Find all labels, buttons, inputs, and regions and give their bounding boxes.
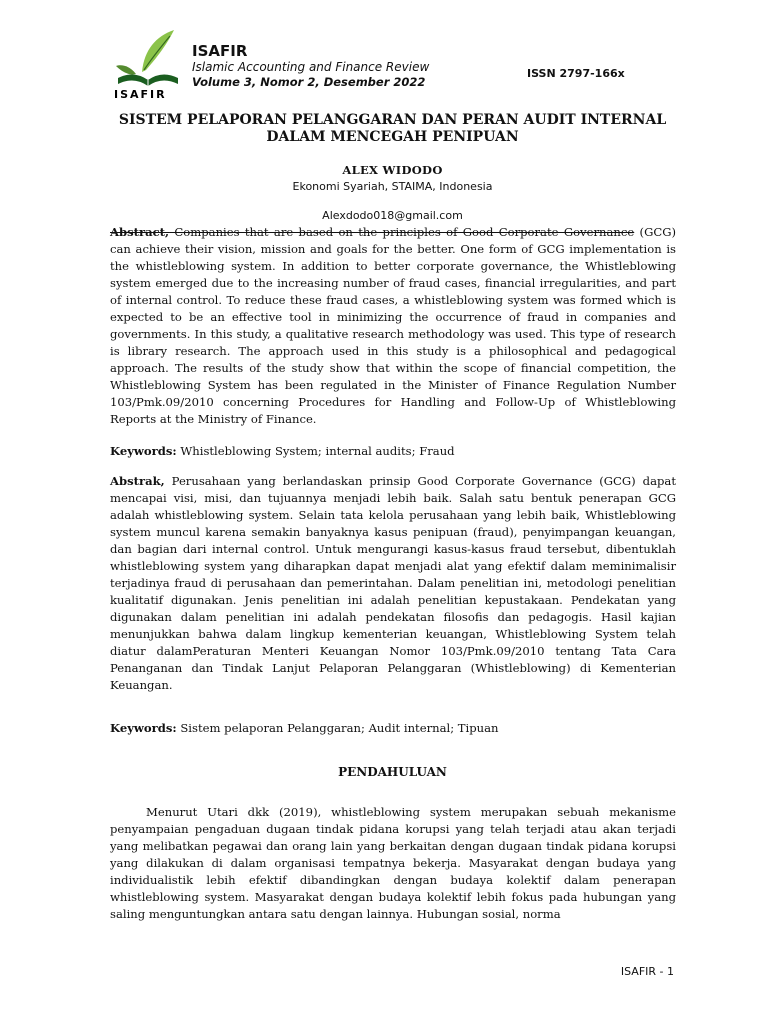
section-heading: PENDAHULUAN bbox=[338, 765, 447, 779]
keywords-id-lead: Keywords: bbox=[110, 721, 177, 735]
abstract-indonesian bbox=[110, 473, 676, 694]
page-footer: ISAFIR - 1 bbox=[620, 965, 674, 978]
journal-issn: ISSN 2797-166x bbox=[527, 67, 625, 80]
abstract-english bbox=[110, 224, 676, 428]
introduction-paragraph: Menurut Utari dkk (2019), whistleblowing system merupakan sebuah mekanisme penyampaian pengaduan dugaan tindak pidana korupsi yang telah terjadi atau akan terjadi yang melibatkan pegawai dan orang lain yang berkaitan dengan dugaan tindak pidana korupsi yang dilakukan di dalam organisasi tempatnya bekerja. Masyarakat dengan budaya yang individualistik lebih efektif dibandingkan dengan budaya kolektif dalam penerapan whistleblowing system. Masyarakat dengan budaya kolektif lebih fokus pada hubungan yang saling menguntungkan antara satu dengan lainnya. Hubungan sosial, norma bbox=[110, 805, 676, 921]
leaf-book-logo-icon bbox=[112, 28, 184, 88]
journal-logo bbox=[112, 28, 184, 101]
abstract-en-struck-text: Companies that are based on the principles of Good Corporate Governance bbox=[169, 225, 635, 239]
keywords-indonesian bbox=[110, 720, 676, 737]
abstract-en-lead: Abstract, bbox=[110, 225, 170, 239]
author-email[interactable]: Alexdodo018@gmail.com bbox=[322, 209, 463, 222]
abstract-id-lead: Abstrak, bbox=[110, 474, 165, 488]
article-title: SISTEM PELAPORAN PELANGGARAN DAN PERAN AUDIT INTERNAL DALAM MENCEGAH PENIPUAN bbox=[118, 112, 667, 145]
journal-full-name: Islamic Accounting and Finance Review bbox=[192, 60, 430, 74]
journal-short-name: ISAFIR bbox=[192, 42, 248, 60]
journal-header bbox=[112, 22, 672, 102]
journal-info bbox=[192, 42, 672, 89]
keywords-en-lead: Keywords: bbox=[110, 444, 177, 458]
abstract-id-body: Perusahaan yang berlandaskan prinsip Good Corporate Governance (GCG) dapat mencapai visi, misi, dan tujuannya menjadi lebih baik. Salah satu bentuk penerapan GCG adalah whistleblowing system. Selain tata kelola perusahaan yang lebih baik, Whistleblowing system muncul karena semakin banyaknya kasus penipuan (fraud), penyimpangan keuangan, dan bagian dari internal control. Untuk mengurangi kasus-kasus fraud tersebut, dibentuklah whistleblowing system yang diharapkan dapat menjadi alat yang efektif dalam meminimalisir terjadinya fraud di perusahaan dan pemerintahan. Dalam penelitian ini, metodologi penelitian kualitatif digunakan. Jenis penelitian ini adalah penelitian kepustakaan. Pendekatan yang digunakan dalam penelitian ini adalah pendekatan filosofis dan pedagogis. Hasil kajian menunjukkan bahwa dalam lingkup kementerian keuangan, Whistleblowing System telah diatur dalamPeraturan Menteri Keuangan Nomor 103/Pmk.09/2010 tentang Tata Cara Penanganan dan Tindak Lanjut Pelaporan Pelanggaran (Whistleblowing) di Kementerian Keuangan. bbox=[110, 474, 676, 692]
journal-volume: Volume 3, Nomor 2, Desember 2022 bbox=[192, 75, 426, 89]
keywords-id-text: Sistem pelaporan Pelanggaran; Audit internal; Tipuan bbox=[176, 721, 499, 735]
logo-wordmark: ISAFIR bbox=[114, 88, 167, 101]
keywords-english bbox=[110, 443, 676, 460]
keywords-en-text: Whistleblowing System; internal audits; Fraud bbox=[176, 444, 455, 458]
abstract-en-body: (GCG) can achieve their vision, mission and goals for the better. One form of GCG implementation is the whistleblowing system. In addition to better corporate governance, the Whistleblowing system emerged due to the increasing number of fraud cases, financial irregularities, and part of internal control. To reduce these fraud cases, a whistleblowing system was formed which is expected to be an effective tool in minimizing the occurrence of fraud in companies and governments. In this study, a qualitative research methodology was used. This type of research is library research. The approach used in this study is a philosophical and pedagogical approach. The results of the study show that within the scope of financial competition, the Whistleblowing System has been regulated in the Minister of Finance Regulation Number 103/Pmk.09/2010 concerning Procedures for Handling and Follow-Up of Whistleblowing Reports at the Ministry of Finance. bbox=[110, 225, 676, 426]
author-affiliation: Ekonomi Syariah, STAIMA, Indonesia bbox=[292, 180, 493, 193]
author-name: ALEX WIDODO bbox=[342, 163, 443, 177]
